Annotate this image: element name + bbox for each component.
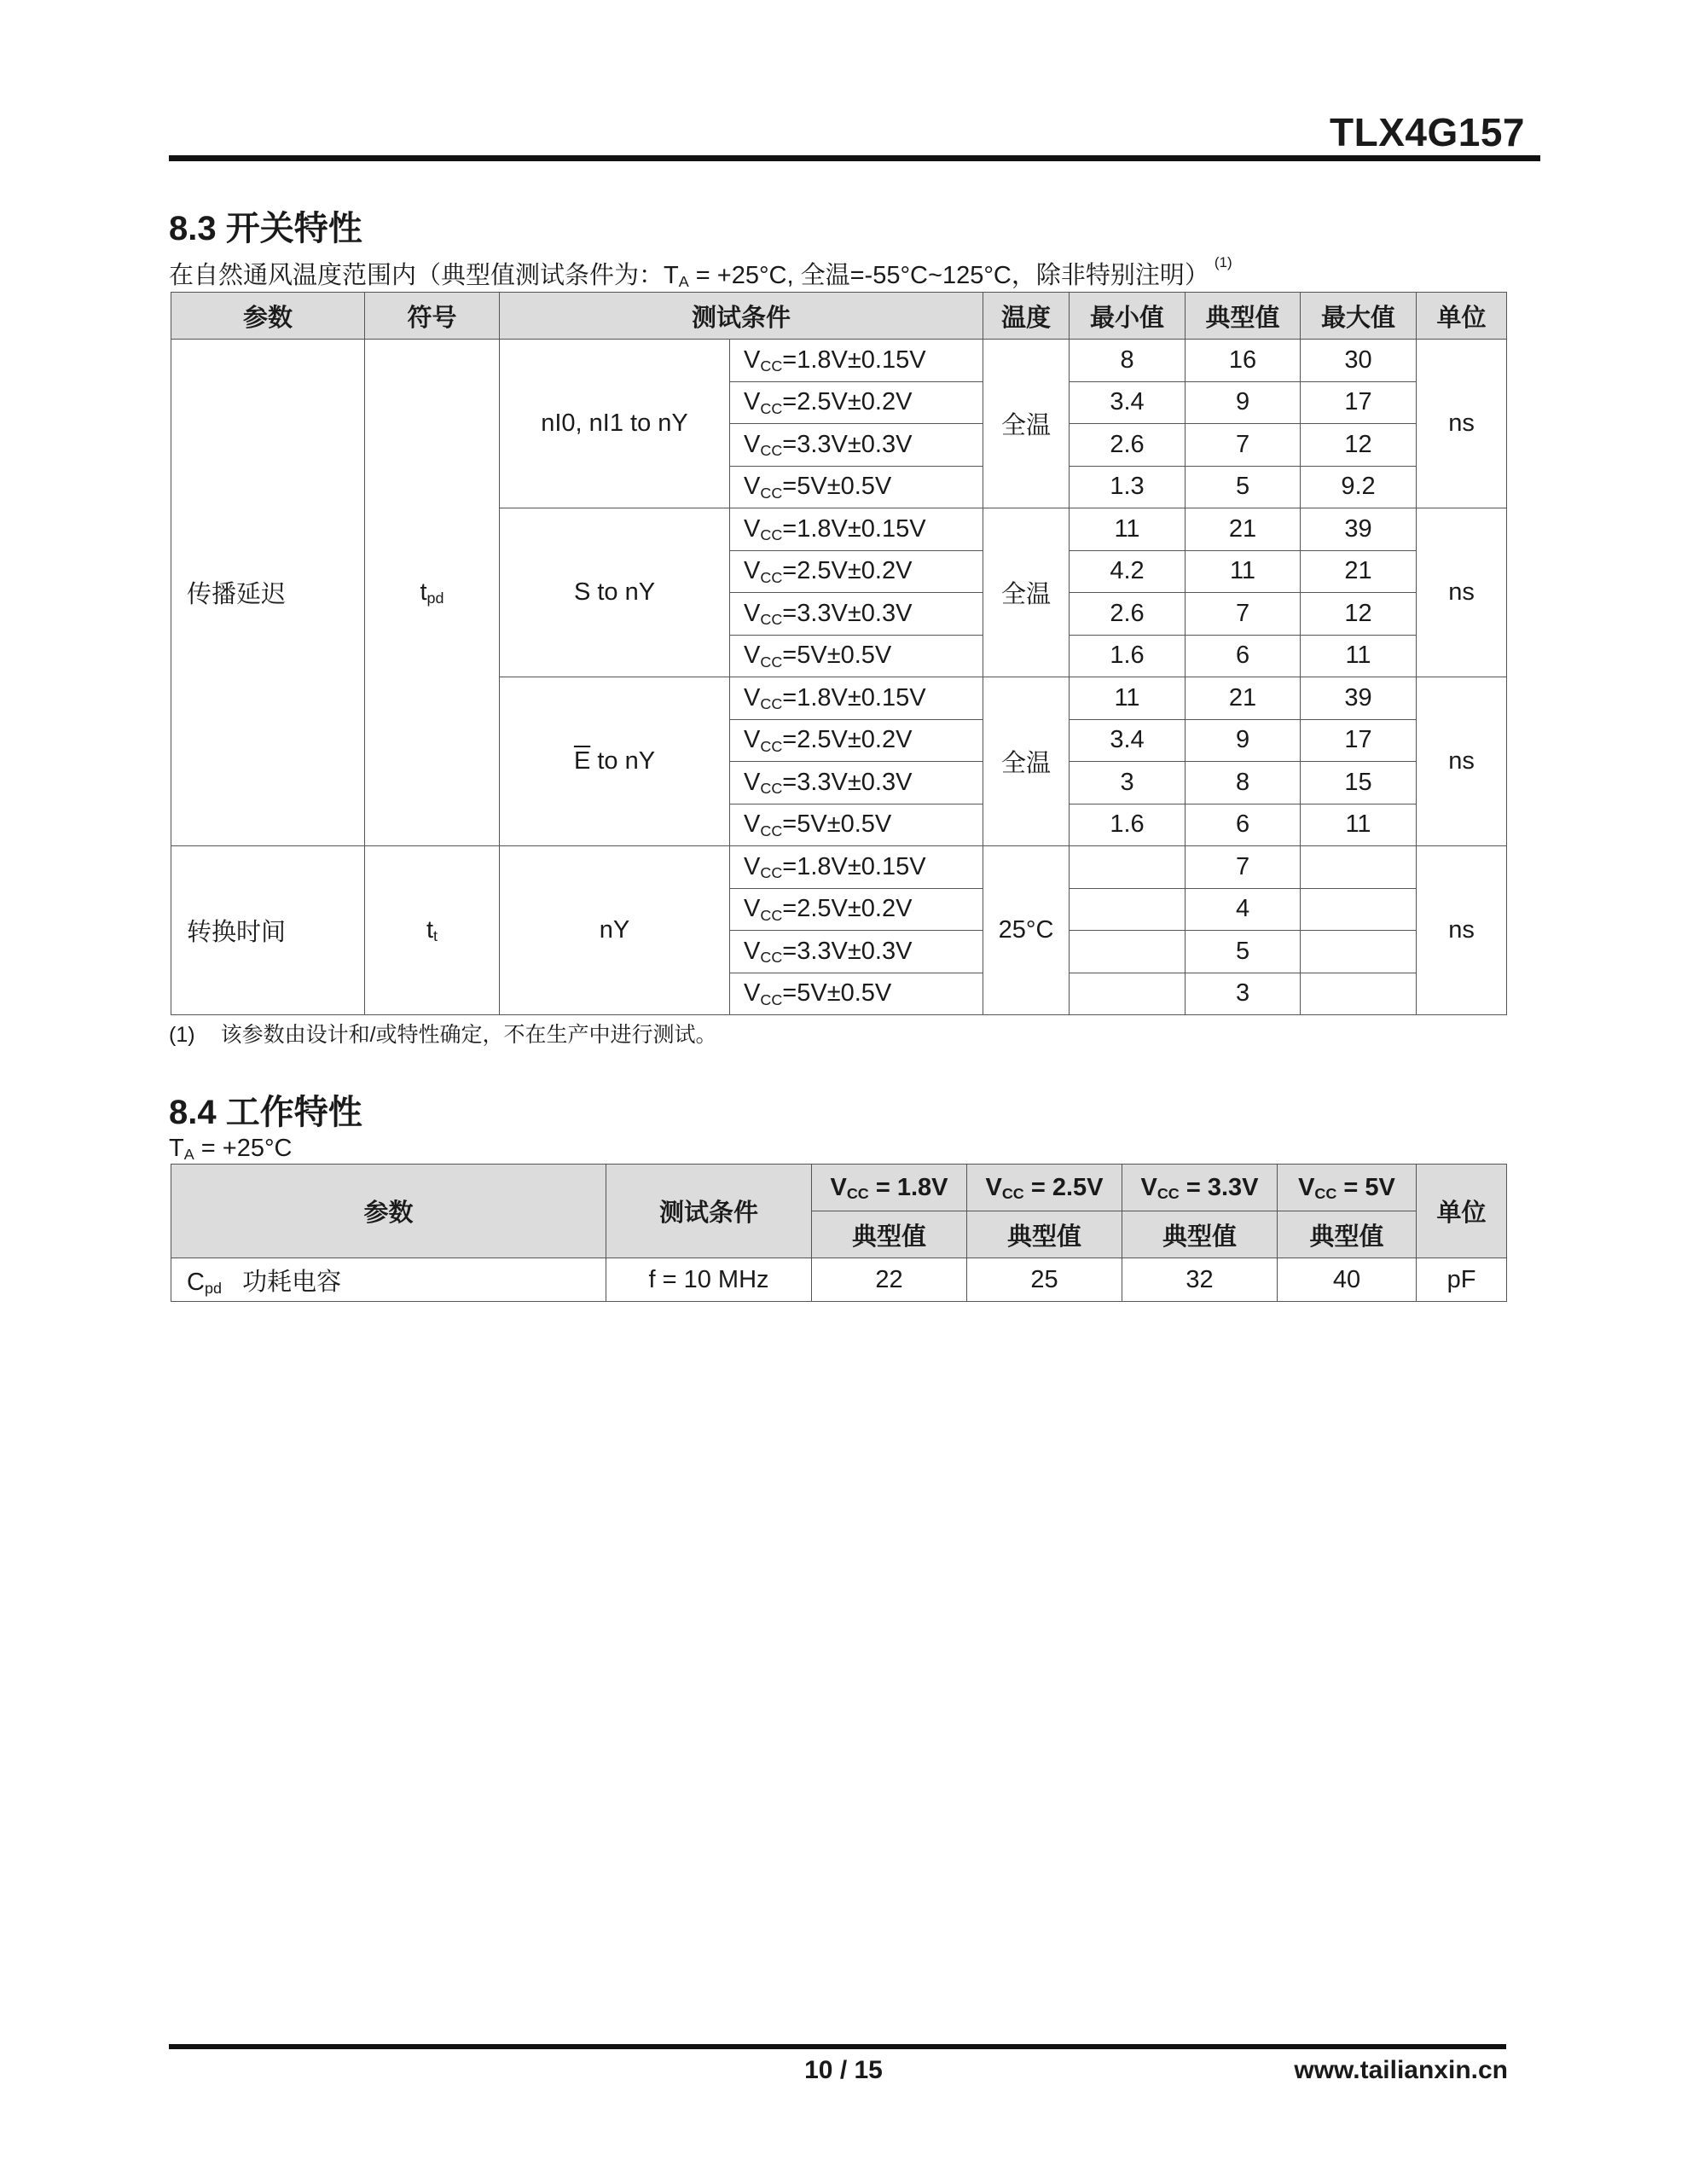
typ-value: 7 (1186, 846, 1301, 889)
typ-value: 11 (1186, 550, 1301, 593)
typ-value: 22 (812, 1258, 967, 1302)
typ-value: 21 (1186, 677, 1301, 720)
vcc-condition: $V_{CC}=3.3V\pm 0.3V$ (730, 762, 983, 804)
typ-value: 7 (1186, 593, 1301, 636)
vcc-condition: $V_{CC}=2.5V\pm 0.2V$ (730, 550, 983, 593)
vcc-condition: $V_{CC}=2.5V\pm 0.2V$ (730, 381, 983, 424)
header-typ: 典型值 (1186, 293, 1301, 340)
header-rule (169, 155, 1540, 161)
header-test-condition: 测试条件 (500, 293, 983, 340)
section-84-title: 8.4 工作特性 (169, 1094, 362, 1131)
typ-value: 4 (1186, 888, 1301, 931)
vcc-condition: $V_{CC}=5V\pm 0.5V$ (730, 466, 983, 508)
header-max: 最大值 (1301, 293, 1417, 340)
min-value: 2.6 (1070, 593, 1186, 636)
path-label: nY (500, 846, 730, 1015)
typ-value: 32 (1122, 1258, 1278, 1302)
min-value: 3 (1070, 762, 1186, 804)
section-83-conditions: 在自然通风温度范围内（典型值测试条件为：$T_A = +25^\circ C$, 全温=-55°C~125°C，除非特别注明） $^{(1)}$ (169, 254, 1232, 291)
max-value: 30 (1301, 340, 1417, 382)
vcc-condition: $V_{CC}=2.5V\pm 0.2V$ (730, 719, 983, 762)
table-row (171, 846, 1507, 889)
header-vcc-5v: $V_{CC} = 5V$ (1278, 1165, 1417, 1211)
path-label: S to nY (500, 508, 730, 677)
min-value: 11 (1070, 677, 1186, 720)
header-param: 参数 (171, 1165, 606, 1258)
vcc-condition: $V_{CC}=1.8V\pm 0.15V$ (730, 677, 983, 720)
unit-cell: pF (1417, 1258, 1507, 1302)
vcc-condition: $V_{CC}=2.5V\pm 0.2V$ (730, 888, 983, 931)
table-header-row (171, 1165, 1507, 1211)
typ-value: 25 (967, 1258, 1122, 1302)
typ-value: 5 (1186, 931, 1301, 973)
typ-value: 9 (1186, 719, 1301, 762)
section-83-title: 8.3 开关特性 (169, 210, 362, 247)
temp-cell: 全温 (983, 340, 1070, 508)
typ-value: 9 (1186, 381, 1301, 424)
min-value: 11 (1070, 508, 1186, 551)
table-header-row (171, 293, 1507, 340)
min-value: 2.6 (1070, 424, 1186, 467)
vcc-condition: $V_{CC}=3.3V\pm 0.3V$ (730, 931, 983, 973)
table-row (171, 1258, 1507, 1302)
unit-cell: ns (1417, 677, 1507, 846)
header-vcc-3v3: $V_{CC} = 3.3V$ (1122, 1165, 1278, 1211)
temp-cell: 25°C (983, 846, 1070, 1015)
header-typ: 典型值 (1278, 1211, 1417, 1258)
min-value (1070, 931, 1186, 973)
test-condition: f = 10 MHz (606, 1258, 812, 1302)
max-value: 12 (1301, 593, 1417, 636)
min-value (1070, 973, 1186, 1015)
typ-value: 21 (1186, 508, 1301, 551)
vcc-condition: $V_{CC}=1.8V\pm 0.15V$ (730, 846, 983, 889)
param-propagation-delay: 传播延迟 (171, 340, 365, 846)
typ-value: 16 (1186, 340, 1301, 382)
header-typ: 典型值 (812, 1211, 967, 1258)
typ-value: 6 (1186, 804, 1301, 846)
min-value: 3.4 (1070, 719, 1186, 762)
header-typ: 典型值 (967, 1211, 1122, 1258)
typ-value: 40 (1278, 1258, 1417, 1302)
max-value: 39 (1301, 508, 1417, 551)
switching-characteristics-table (171, 292, 1507, 1015)
typ-value: 6 (1186, 635, 1301, 677)
header-symbol: 符号 (365, 293, 500, 340)
max-value: 11 (1301, 635, 1417, 677)
typ-value: 8 (1186, 762, 1301, 804)
temp-cell: 全温 (983, 677, 1070, 846)
vcc-condition: $V_{CC}=3.3V\pm 0.3V$ (730, 593, 983, 636)
max-value: 9.2 (1301, 466, 1417, 508)
header-min: 最小值 (1070, 293, 1186, 340)
max-value: 21 (1301, 550, 1417, 593)
header-unit: 单位 (1417, 293, 1507, 340)
unit-cell: ns (1417, 340, 1507, 508)
website-link[interactable]: www.tailianxin.cn (1294, 2056, 1508, 2084)
typ-value: 5 (1186, 466, 1301, 508)
min-value: 8 (1070, 340, 1186, 382)
temp-cell: 全温 (983, 508, 1070, 677)
vcc-condition: $V_{CC}=5V\pm 0.5V$ (730, 804, 983, 846)
path-label: nI0, nI1 to nY (500, 340, 730, 508)
footnote-ref: (1) (1214, 254, 1232, 270)
header-test-condition: 测试条件 (606, 1165, 812, 1258)
footer-rule (169, 2044, 1506, 2049)
header-typ: 典型值 (1122, 1211, 1278, 1258)
typ-value: 7 (1186, 424, 1301, 467)
vcc-condition: $V_{CC}=1.8V\pm 0.15V$ (730, 508, 983, 551)
max-value (1301, 888, 1417, 931)
max-value: 17 (1301, 381, 1417, 424)
param-transition-time: 转换时间 (171, 846, 365, 1015)
max-value (1301, 846, 1417, 889)
param-cpd: $C_{pd}$ 功耗电容 (171, 1258, 606, 1302)
min-value (1070, 846, 1186, 889)
vcc-condition: $V_{CC}=5V\pm 0.5V$ (730, 973, 983, 1015)
max-value: 11 (1301, 804, 1417, 846)
vcc-condition: $V_{CC}=3.3V\pm 0.3V$ (730, 424, 983, 467)
header-vcc-1v8: $V_{CC} = 1.8V$ (812, 1165, 967, 1211)
max-value (1301, 931, 1417, 973)
operating-characteristics-table (171, 1164, 1507, 1302)
vcc-condition: $V_{CC}=1.8V\pm 0.15V$ (730, 340, 983, 382)
page-number: 10 / 15 (804, 2056, 883, 2084)
unit-cell: ns (1417, 508, 1507, 677)
max-value: 12 (1301, 424, 1417, 467)
max-value: 15 (1301, 762, 1417, 804)
table-row (171, 340, 1507, 382)
header-unit: 单位 (1417, 1165, 1507, 1258)
unit-cell: ns (1417, 846, 1507, 1015)
symbol-tt: $t_t$ (365, 846, 500, 1015)
document-title: TLX4G157 (1330, 110, 1525, 154)
header-vcc-2v5: $V_{CC} = 2.5V$ (967, 1165, 1122, 1211)
min-value (1070, 888, 1186, 931)
min-value: 3.4 (1070, 381, 1186, 424)
section-84-conditions: $T_A = +25^\circ C$ (169, 1135, 293, 1164)
header-param: 参数 (171, 293, 365, 340)
footnote: (1) 该参数由设计和/或特性确定，不在生产中进行测试。 (169, 1023, 717, 1047)
min-value: 1.3 (1070, 466, 1186, 508)
typ-value: 3 (1186, 973, 1301, 1015)
max-value: 17 (1301, 719, 1417, 762)
header-temp: 温度 (983, 293, 1070, 340)
symbol-tpd: $t_{pd}$ (365, 340, 500, 846)
path-label: $\overline{E}$ to nY (500, 677, 730, 846)
max-value (1301, 973, 1417, 1015)
vcc-condition: $V_{CC}=5V\pm 0.5V$ (730, 635, 983, 677)
min-value: 4.2 (1070, 550, 1186, 593)
min-value: 1.6 (1070, 804, 1186, 846)
min-value: 1.6 (1070, 635, 1186, 677)
max-value: 39 (1301, 677, 1417, 720)
